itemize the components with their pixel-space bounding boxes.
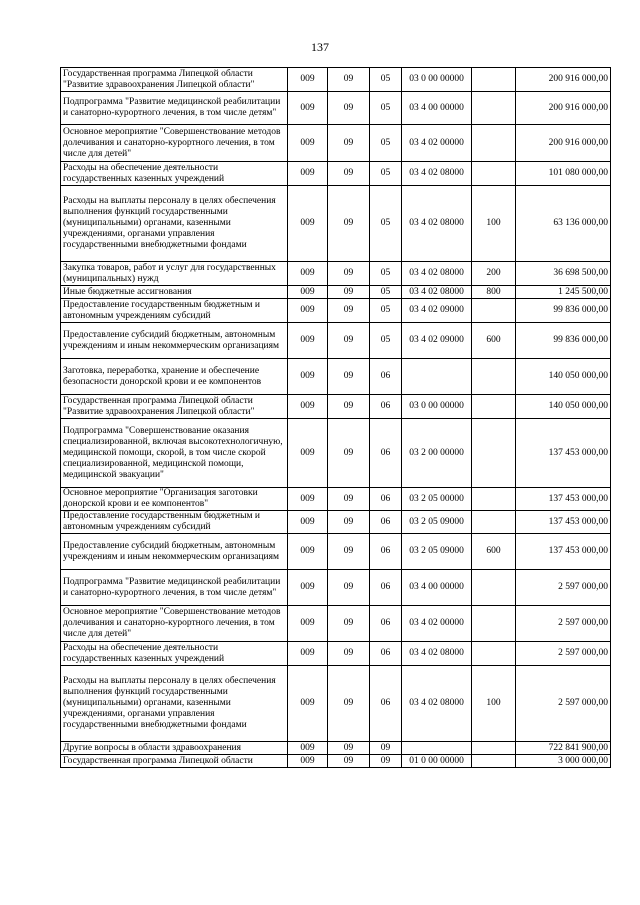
table-row <box>61 68 611 92</box>
row-expense-type <box>472 606 516 642</box>
row-expense-type <box>472 162 516 186</box>
row-expense-type <box>472 68 516 92</box>
row-expense-type: 100 <box>472 666 516 742</box>
table-row <box>61 395 611 419</box>
row-name: Государственная программа Липецкой области "Развитие здравоохранения Липецкой области" <box>61 395 288 419</box>
row-admin-code: 009 <box>288 286 328 299</box>
row-subsection: 06 <box>370 395 402 419</box>
row-admin-code: 009 <box>288 323 328 359</box>
row-section: 09 <box>328 534 370 570</box>
row-amount: 2 597 000,00 <box>516 666 611 742</box>
table-row <box>61 755 611 768</box>
row-admin-code: 009 <box>288 92 328 125</box>
row-admin-code: 009 <box>288 570 328 606</box>
table-row <box>61 286 611 299</box>
row-target-article: 03 4 02 09000 <box>402 299 472 323</box>
row-name: Государственная программа Липецкой области <box>61 755 288 768</box>
row-name: Иные бюджетные ассигнования <box>61 286 288 299</box>
row-section: 09 <box>328 68 370 92</box>
row-admin-code: 009 <box>288 162 328 186</box>
row-amount: 137 453 000,00 <box>516 488 611 511</box>
row-amount: 36 698 500,00 <box>516 262 611 286</box>
row-admin-code: 009 <box>288 125 328 162</box>
row-subsection: 06 <box>370 666 402 742</box>
row-section: 09 <box>328 92 370 125</box>
row-subsection: 05 <box>370 68 402 92</box>
row-name: Расходы на выплаты персоналу в целях обеспечения выполнения функций государственными (муниципальными) органами, казенными учреждениями, органами управления государственными внебюджетными фондами <box>61 666 288 742</box>
table-row <box>61 570 611 606</box>
row-target-article: 03 4 02 08000 <box>402 186 472 262</box>
row-name: Расходы на выплаты персоналу в целях обеспечения выполнения функций государственными (муниципальными) органами, казенными учреждениями, органами управления государственными внебюджетными фондами <box>61 186 288 262</box>
row-expense-type <box>472 395 516 419</box>
table-row <box>61 262 611 286</box>
row-name: Государственная программа Липецкой области "Развитие здравоохранения Липецкой области" <box>61 68 288 92</box>
row-expense-type <box>472 742 516 755</box>
row-subsection: 09 <box>370 742 402 755</box>
row-name: Расходы на обеспечение деятельности государственных казенных учреждений <box>61 642 288 666</box>
row-section: 09 <box>328 755 370 768</box>
row-section: 09 <box>328 666 370 742</box>
row-subsection: 06 <box>370 606 402 642</box>
row-section: 09 <box>328 642 370 666</box>
page-number: 137 <box>311 40 329 54</box>
row-section: 09 <box>328 323 370 359</box>
row-amount: 200 916 000,00 <box>516 68 611 92</box>
row-expense-type <box>472 125 516 162</box>
table-row <box>61 666 611 742</box>
row-amount: 722 841 900,00 <box>516 742 611 755</box>
row-subsection: 09 <box>370 755 402 768</box>
row-expense-type <box>472 570 516 606</box>
row-section: 09 <box>328 262 370 286</box>
row-subsection: 05 <box>370 125 402 162</box>
row-expense-type: 200 <box>472 262 516 286</box>
table-row <box>61 511 611 534</box>
row-subsection: 06 <box>370 511 402 534</box>
row-amount: 101 080 000,00 <box>516 162 611 186</box>
row-target-article: 03 4 02 08000 <box>402 642 472 666</box>
row-admin-code: 009 <box>288 395 328 419</box>
row-name: Предоставление субсидий бюджетным, автономным учреждениям и иным некоммерческим организациям <box>61 323 288 359</box>
row-name: Предоставление государственным бюджетным и автономным учреждениям субсидий <box>61 511 288 534</box>
row-amount: 99 836 000,00 <box>516 323 611 359</box>
row-name: Основное мероприятие "Совершенствование методов долечивания и санаторно-курортного лечения, в том числе для детей" <box>61 125 288 162</box>
row-name: Расходы на обеспечение деятельности государственных казенных учреждений <box>61 162 288 186</box>
row-expense-type <box>472 299 516 323</box>
row-name: Предоставление государственным бюджетным и автономным учреждениям субсидий <box>61 299 288 323</box>
row-admin-code: 009 <box>288 68 328 92</box>
row-amount: 200 916 000,00 <box>516 125 611 162</box>
row-target-article: 03 0 00 00000 <box>402 395 472 419</box>
row-admin-code: 009 <box>288 755 328 768</box>
row-target-article: 03 4 02 09000 <box>402 323 472 359</box>
row-name: Закупка товаров, работ и услуг для государственных (муниципальных) нужд <box>61 262 288 286</box>
row-expense-type: 100 <box>472 186 516 262</box>
table-row <box>61 534 611 570</box>
row-admin-code: 009 <box>288 262 328 286</box>
row-admin-code: 009 <box>288 488 328 511</box>
row-amount: 137 453 000,00 <box>516 419 611 488</box>
row-target-article: 03 4 02 08000 <box>402 666 472 742</box>
row-expense-type: 600 <box>472 534 516 570</box>
row-target-article <box>402 359 472 395</box>
table-row <box>61 162 611 186</box>
row-name: Подпрограмма "Развитие медицинской реабилитации и санаторно-курортного лечения, в том числе детям" <box>61 92 288 125</box>
row-section: 09 <box>328 488 370 511</box>
row-subsection: 06 <box>370 642 402 666</box>
row-section: 09 <box>328 742 370 755</box>
row-admin-code: 009 <box>288 186 328 262</box>
row-section: 09 <box>328 570 370 606</box>
table-row <box>61 488 611 511</box>
table-row <box>61 742 611 755</box>
row-expense-type <box>472 511 516 534</box>
row-name: Подпрограмма "Развитие медицинской реабилитации и санаторно-курортного лечения, в том числе детям" <box>61 570 288 606</box>
row-admin-code: 009 <box>288 606 328 642</box>
row-admin-code: 009 <box>288 359 328 395</box>
row-expense-type <box>472 642 516 666</box>
row-section: 09 <box>328 186 370 262</box>
row-admin-code: 009 <box>288 642 328 666</box>
row-target-article <box>402 742 472 755</box>
row-amount: 137 453 000,00 <box>516 534 611 570</box>
row-amount: 200 916 000,00 <box>516 92 611 125</box>
row-name: Предоставление субсидий бюджетным, автономным учреждениям и иным некоммерческим организациям <box>61 534 288 570</box>
row-amount: 140 050 000,00 <box>516 395 611 419</box>
row-expense-type <box>472 755 516 768</box>
table-row <box>61 323 611 359</box>
table-row <box>61 419 611 488</box>
row-name: Заготовка, переработка, хранение и обеспечение безопасности донорской крови и ее компонентов <box>61 359 288 395</box>
row-amount: 137 453 000,00 <box>516 511 611 534</box>
row-section: 09 <box>328 162 370 186</box>
row-target-article: 03 4 02 08000 <box>402 286 472 299</box>
row-expense-type: 600 <box>472 323 516 359</box>
row-target-article: 03 4 02 08000 <box>402 162 472 186</box>
row-admin-code: 009 <box>288 666 328 742</box>
budget-table <box>60 67 611 768</box>
row-expense-type <box>472 488 516 511</box>
row-target-article: 03 2 00 00000 <box>402 419 472 488</box>
row-target-article: 03 2 05 00000 <box>402 488 472 511</box>
row-target-article: 03 4 02 08000 <box>402 262 472 286</box>
row-subsection: 05 <box>370 286 402 299</box>
row-section: 09 <box>328 286 370 299</box>
row-name: Подпрограмма "Совершенствование оказания специализированной, включая высокотехнологичную, медицинской помощи, скорой, в том числе скорой специализированной, медицинской помощи, медицинской эвакуации" <box>61 419 288 488</box>
row-amount: 1 245 500,00 <box>516 286 611 299</box>
row-subsection: 06 <box>370 419 402 488</box>
row-target-article: 03 4 02 00000 <box>402 125 472 162</box>
row-name: Основное мероприятие "Организация заготовки донорской крови и ее компонентов" <box>61 488 288 511</box>
row-subsection: 05 <box>370 323 402 359</box>
row-section: 09 <box>328 511 370 534</box>
row-subsection: 05 <box>370 162 402 186</box>
table-row <box>61 186 611 262</box>
row-name: Другие вопросы в области здравоохранения <box>61 742 288 755</box>
row-subsection: 06 <box>370 570 402 606</box>
row-target-article: 03 2 05 09000 <box>402 511 472 534</box>
row-target-article: 03 2 05 09000 <box>402 534 472 570</box>
row-section: 09 <box>328 359 370 395</box>
row-target-article: 03 0 00 00000 <box>402 68 472 92</box>
table-row <box>61 359 611 395</box>
row-section: 09 <box>328 419 370 488</box>
row-target-article: 03 4 00 00000 <box>402 570 472 606</box>
table-row <box>61 642 611 666</box>
row-section: 09 <box>328 299 370 323</box>
row-admin-code: 009 <box>288 419 328 488</box>
row-target-article: 03 4 02 00000 <box>402 606 472 642</box>
row-expense-type: 800 <box>472 286 516 299</box>
row-admin-code: 009 <box>288 299 328 323</box>
row-section: 09 <box>328 606 370 642</box>
row-amount: 99 836 000,00 <box>516 299 611 323</box>
row-amount: 2 597 000,00 <box>516 570 611 606</box>
row-subsection: 05 <box>370 262 402 286</box>
table-row <box>61 92 611 125</box>
row-expense-type <box>472 359 516 395</box>
row-admin-code: 009 <box>288 534 328 570</box>
row-amount: 2 597 000,00 <box>516 642 611 666</box>
row-subsection: 06 <box>370 359 402 395</box>
row-amount: 63 136 000,00 <box>516 186 611 262</box>
row-expense-type <box>472 92 516 125</box>
row-section: 09 <box>328 395 370 419</box>
row-amount: 3 000 000,00 <box>516 755 611 768</box>
row-subsection: 05 <box>370 92 402 125</box>
row-amount: 2 597 000,00 <box>516 606 611 642</box>
row-expense-type <box>472 419 516 488</box>
row-admin-code: 009 <box>288 511 328 534</box>
row-target-article: 03 4 00 00000 <box>402 92 472 125</box>
row-name: Основное мероприятие "Совершенствование методов долечивания и санаторно-курортного лечения, в том числе для детей" <box>61 606 288 642</box>
table-row <box>61 299 611 323</box>
table-row <box>61 125 611 162</box>
row-amount: 140 050 000,00 <box>516 359 611 395</box>
row-section: 09 <box>328 125 370 162</box>
row-subsection: 06 <box>370 534 402 570</box>
row-subsection: 05 <box>370 299 402 323</box>
row-subsection: 06 <box>370 488 402 511</box>
row-admin-code: 009 <box>288 742 328 755</box>
table-row <box>61 606 611 642</box>
row-subsection: 05 <box>370 186 402 262</box>
row-target-article: 01 0 00 00000 <box>402 755 472 768</box>
